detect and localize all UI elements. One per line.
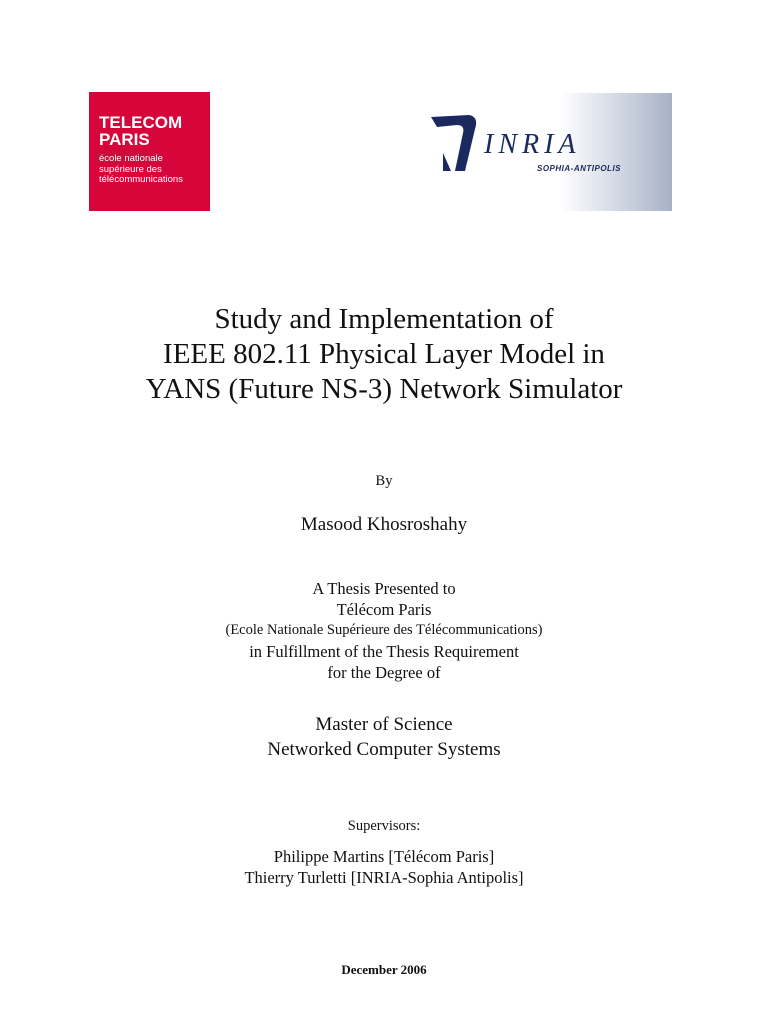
supervisors-list [0, 846, 768, 888]
thesis-line-5: for the Degree of [327, 663, 441, 682]
inria-wordmark: INRIA [484, 129, 581, 160]
logo-telecom-name-line1: TELECOM [99, 113, 183, 132]
thesis-line-2: Télécom Paris [336, 600, 432, 619]
author-name: Masood Khosroshahy [300, 514, 468, 535]
telecom-paris-logo [89, 92, 210, 211]
logo-telecom-sub-line1: école nationale [99, 153, 163, 164]
inria-logo [422, 93, 672, 211]
supervisor-name: Philippe Martins [Télécom Paris] [273, 847, 495, 866]
by-label: By [375, 473, 393, 489]
thesis-title [0, 302, 768, 407]
degree-block [0, 712, 768, 762]
logo-telecom-sub-line2: supérieure des [99, 163, 162, 175]
thesis-line-1: A Thesis Presented to [312, 579, 456, 598]
supervisors-label: Supervisors: [347, 818, 421, 834]
logo-telecom-sub-line3: télécommunications [99, 174, 183, 185]
inria-emblem-icon [425, 113, 481, 175]
degree-line-2: Networked Computer Systems [267, 739, 501, 760]
logo-telecom-name-line2: PARIS [99, 130, 150, 149]
thesis-statement [0, 578, 768, 683]
supervisor-name: Thierry Turletti [INRIA-Sophia Antipolis] [244, 868, 524, 887]
title-line-1: Study and Implementation of [214, 303, 554, 335]
title-line-2: IEEE 802.11 Physical Layer Model in [163, 338, 605, 370]
degree-line-1: Master of Science [315, 714, 453, 735]
thesis-line-4: in Fulfillment of the Thesis Requirement [249, 642, 519, 661]
title-line-3: YANS (Future NS-3) Network Simulator [145, 373, 623, 405]
inria-subtitle: SOPHIA-ANTIPOLIS [537, 164, 622, 173]
thesis-line-3: (Ecole Nationale Supérieure des Télécommunications) [225, 622, 543, 638]
publication-date: December 2006 [341, 962, 427, 977]
